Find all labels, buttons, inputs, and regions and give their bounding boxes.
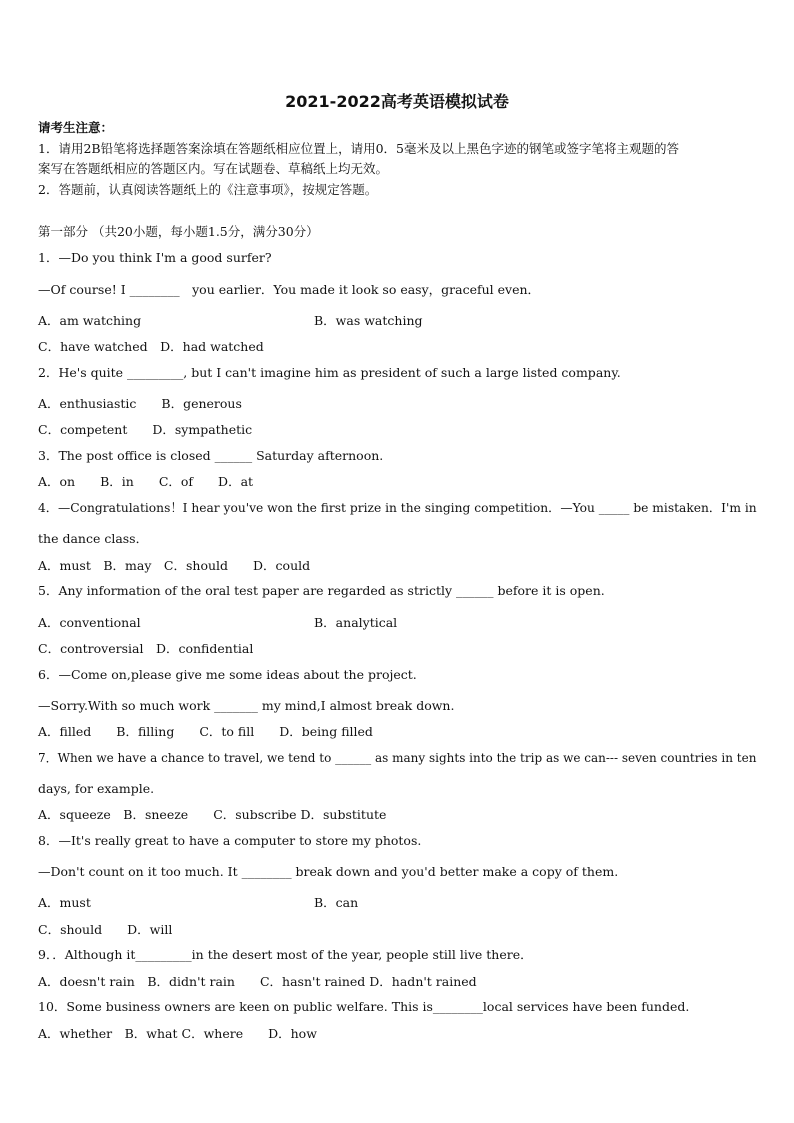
question-6-stem-line-1: 6．—Come on,please give me some ideas about the project. xyxy=(38,667,417,682)
question-2-options-ab: A．enthusiastic B．generous xyxy=(38,396,242,411)
question-5-option-b: B．analytical xyxy=(314,615,398,630)
question-2-stem: 2．He's quite _________, but I can't imagine him as president of such a large listed company. xyxy=(38,365,621,380)
question-4-stem-line-2: the dance class． xyxy=(38,531,149,546)
question-7-stem-line-1: 7．When we have a chance to travel, we tend to ______ as many sights into the trip as we can--- seven countries in ten xyxy=(38,751,757,765)
page-title: 2021-2022高考英语模拟试卷 xyxy=(285,92,509,111)
question-8-option-b: B．can xyxy=(314,895,359,910)
question-3-stem: 3．The post office is closed ______ Saturday afternoon. xyxy=(38,448,384,463)
section-heading: 第一部分 （共20小题，每小题1.5分，满分30分） xyxy=(38,224,319,239)
question-8-stem-line-1: 8．—It's really great to have a computer to store my photos. xyxy=(38,833,422,848)
question-10-stem: 10．Some business owners are keen on public welfare. This is________local services have been funded. xyxy=(38,999,690,1014)
question-3-options: A．on B．in C．of D．at xyxy=(38,474,254,489)
question-1-stem-line-1: 1．—Do you think I'm a good surfer? xyxy=(38,250,272,265)
question-5-option-a: A．conventional xyxy=(38,615,141,630)
question-5-stem: 5．Any information of the oral test paper are regarded as strictly ______ before it is open. xyxy=(38,583,605,598)
question-9-stem: 9．．Although it_________in the desert most of the year, people still live there． xyxy=(38,947,533,962)
notice-item-2: 2．答题前，认真阅读答题纸上的《注意事项》，按规定答题。 xyxy=(38,182,378,197)
question-1-option-a: A．am watching xyxy=(38,313,142,328)
question-1-option-b: B．was watching xyxy=(314,313,423,328)
notice-item-1-line-2: 案写在答题纸相应的答题区内。写在试题卷、草稿纸上均无效。 xyxy=(38,161,389,176)
question-8-options-cd: C．should D．will xyxy=(38,922,173,937)
question-8-option-a: A．must xyxy=(38,895,91,910)
question-9-options: A．doesn't rain B．didn't rain C．hasn't rained D．hadn't rained xyxy=(38,974,477,989)
question-10-options: A．whether B．what C．where D．how xyxy=(38,1026,317,1041)
notice-heading: 请考生注意： xyxy=(38,120,114,135)
question-1-stem-line-2: —Of course! I ________ you earlier．You made it look so easy，graceful even． xyxy=(38,282,541,297)
question-6-options: A．filled B．filling C．to fill D．being filled xyxy=(38,724,373,739)
question-4-stem-line-1: 4．—Congratulations！I hear you've won the first prize in the singing competition．—You _____ be mistaken．I'm in xyxy=(38,501,757,515)
question-6-stem-line-2: —Sorry.With so much work _______ my mind,I almost break down. xyxy=(38,698,455,713)
question-5-options-cd: C．controversial D．confidential xyxy=(38,641,254,656)
notice-item-1-line-1: 1．请用2B铅笔将选择题答案涂填在答题纸相应位置上，请用0．5毫米及以上黑色字迹的钢笔或签字笔将主观题的答 xyxy=(38,141,679,156)
question-1-options-cd: C．have watched D．had watched xyxy=(38,339,264,354)
question-7-options: A．squeeze B．sneeze C．subscribe D．substitute xyxy=(38,807,387,822)
question-8-stem-line-2: —Don't count on it too much. It ________ break down and you'd better make a copy of them. xyxy=(38,864,619,879)
question-2-options-cd: C．competent D．sympathetic xyxy=(38,422,253,437)
question-4-options: A．must B．may C．should D．could xyxy=(38,558,311,573)
question-7-stem-line-2: days, for example. xyxy=(38,781,155,796)
